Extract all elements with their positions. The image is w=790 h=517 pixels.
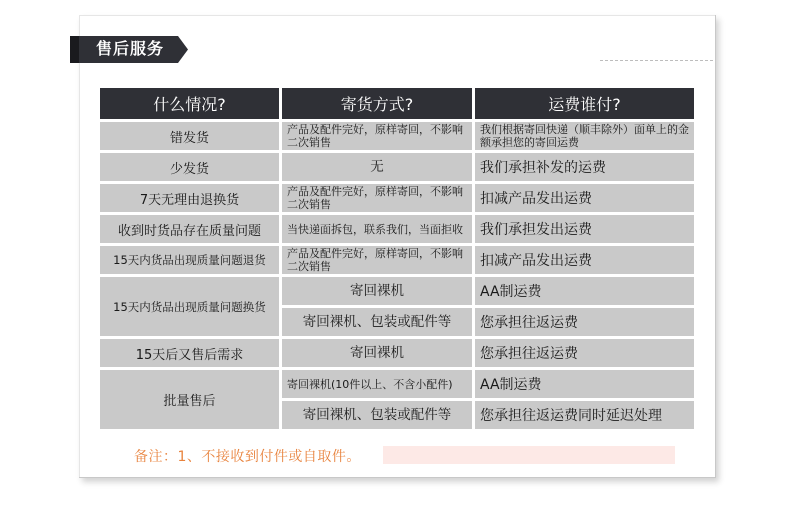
section-tab: [70, 36, 188, 63]
situation-cell: 批量售后: [100, 370, 279, 429]
table-row: [100, 153, 694, 181]
fee-cell: AA制运费: [475, 370, 694, 398]
table-row: [100, 215, 694, 243]
situation-cell: 收到时货品存在质量问题: [100, 215, 279, 243]
table-row: [100, 339, 694, 367]
situation-cell: 15天内货品出现质量问题换货: [100, 277, 279, 336]
method-cell: 寄回裸机、包装或配件等: [282, 401, 472, 429]
method-cell: 当快递面拆包，联系我们，当面拒收: [282, 215, 472, 243]
method-cell: 寄回裸机: [282, 277, 472, 305]
situation-cell: 7天无理由退换货: [100, 184, 279, 212]
fee-cell: 我们承担补发的运费: [475, 153, 694, 181]
table-row: [100, 370, 694, 398]
method-cell: 寄回裸机: [282, 339, 472, 367]
fee-cell: 您承担往返运费: [475, 339, 694, 367]
fee-cell: 我们根据寄回快递（顺丰除外）面单上的金额承担您的寄回运费: [475, 122, 694, 150]
fee-cell: 扣减产品发出运费: [475, 246, 694, 274]
table-row: [100, 122, 694, 150]
method-cell: 寄回裸机、包装或配件等: [282, 308, 472, 336]
table-row: [100, 184, 694, 212]
frame-left-border: [79, 15, 80, 477]
note-text: 备注：1、不接收到付件或自取件。: [134, 449, 361, 465]
column-header-situation: 什么情况?: [100, 88, 279, 119]
situation-cell: 错发货: [100, 122, 279, 150]
fee-cell: 您承担往返运费同时延迟处理: [475, 401, 694, 429]
fee-cell: AA制运费: [475, 277, 694, 305]
column-header-fee: 运费谁付?: [475, 88, 694, 119]
method-cell: 产品及配件完好，原样寄回，不影响二次销售: [282, 122, 472, 150]
situation-cell: 15天内货品出现质量问题退货: [100, 246, 279, 274]
note-highlight: [383, 446, 675, 464]
table-header-row: [100, 88, 694, 119]
method-cell: 产品及配件完好，原样寄回，不影响二次销售: [282, 246, 472, 274]
method-cell: 无: [282, 153, 472, 181]
situation-cell: 少发货: [100, 153, 279, 181]
fee-cell: 我们承担发出运费: [475, 215, 694, 243]
table-row: [100, 277, 694, 305]
column-header-method: 寄货方式?: [282, 88, 472, 119]
fee-cell: 扣减产品发出运费: [475, 184, 694, 212]
frame-top-border: [79, 15, 715, 16]
table-row: [100, 246, 694, 274]
method-cell: 寄回裸机(10件以上、不含小配件): [282, 370, 472, 398]
after-sales-table: [97, 85, 697, 432]
method-cell: 产品及配件完好，原样寄回，不影响二次销售: [282, 184, 472, 212]
divider-dashed: [600, 60, 713, 61]
fee-cell: 您承担往返运费: [475, 308, 694, 336]
section-title: 售后服务: [96, 39, 165, 58]
situation-cell: 15天后又售后需求: [100, 339, 279, 367]
